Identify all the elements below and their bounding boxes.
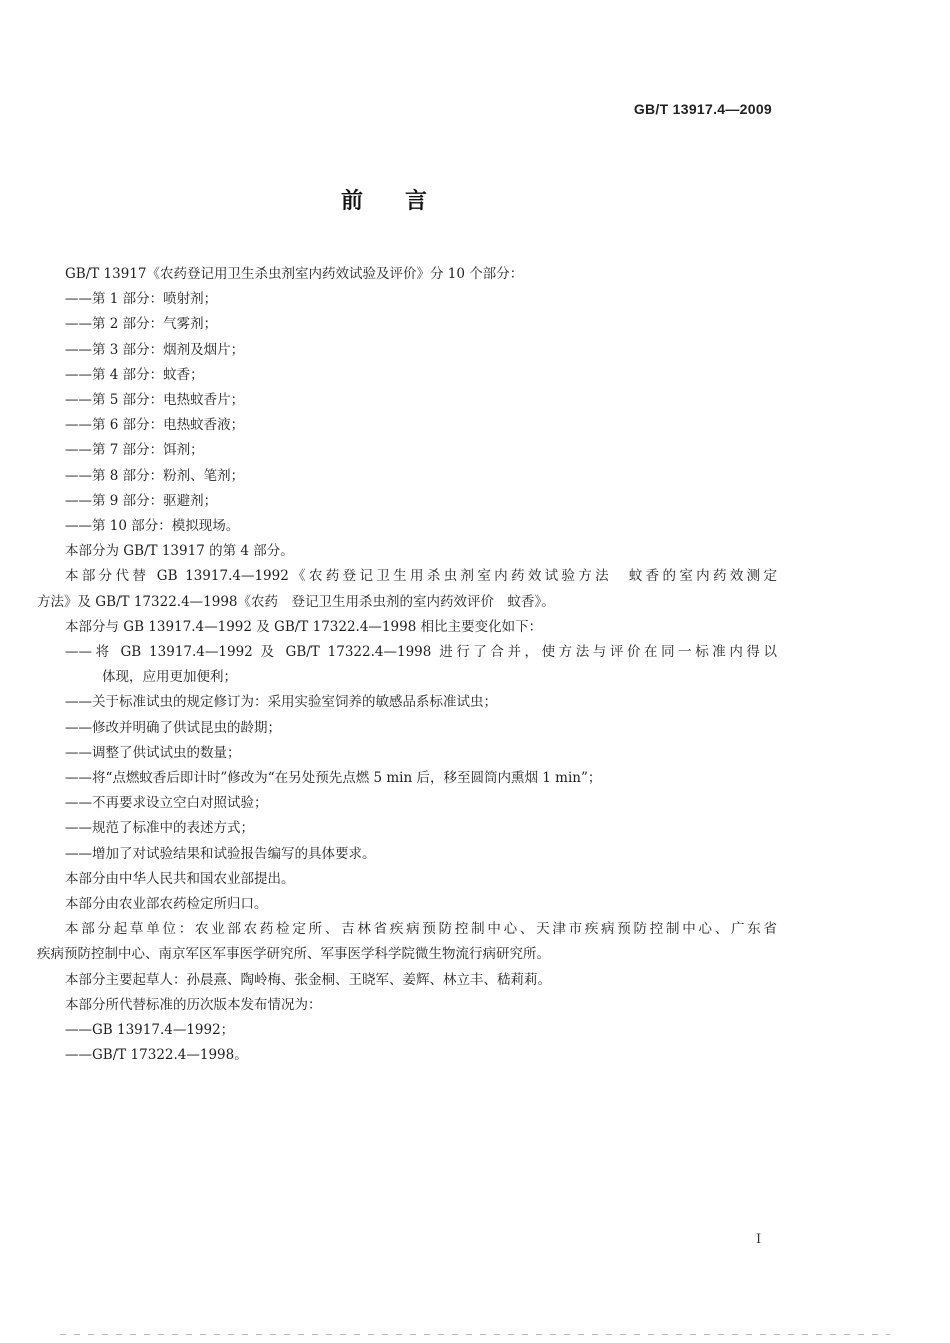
intro-line: GB/T 13917《农药登记用卫生杀虫剂室内药效试验及评价》分 10 个部分：	[65, 266, 524, 282]
paragraph-line: 本部分与 GB 13917.4—1992 及 GB/T 17322.4—1998 相比主要变化如下：	[65, 618, 543, 635]
standard-code: GB/T 13917.4—2009	[633, 101, 772, 117]
list-item-continuation: 体现，应用更加便利；	[102, 669, 237, 686]
foreword-body	[37, 262, 777, 1069]
paragraph-line: 方法》及 GB/T 17322.4—1998《农药 登记卫生用杀虫剂的室内药效评价 蚊香》。	[37, 593, 555, 610]
list-item: ——GB/T 17322.4—1998。	[65, 1047, 248, 1064]
list-item: ——第 8 部分：粉剂、笔剂；	[65, 467, 245, 484]
list-item: ——第 3 部分：烟剂及烟片；	[65, 341, 245, 358]
list-item: ——增加了对试验结果和试验报告编写的具体要求。	[65, 845, 376, 862]
list-item: ——规范了标准中的表述方式；	[65, 820, 254, 837]
list-item: ——修改并明确了供试昆虫的龄期；	[65, 719, 281, 736]
page-number: I	[756, 1232, 762, 1247]
list-item: ——第 5 部分：电热蚊香片；	[65, 392, 245, 409]
list-item: ——第 2 部分：气雾剂；	[65, 316, 218, 333]
list-item: ——第 1 部分：喷射剂；	[65, 291, 218, 308]
list-item: ——不再要求设立空白对照试验；	[65, 795, 268, 812]
list-item: ——第 10 部分：模拟现场。	[65, 518, 240, 535]
list-item: ——将“点燃蚊香后即计时”修改为“在另处预先点燃 5 min 后，移至圆筒内熏烟 1 min”；	[65, 770, 602, 787]
paragraph-line: 本部分所代替标准的历次版本发布情况为：	[65, 996, 322, 1013]
paragraph-line: 本部分起草单位：农业部农药检定所、吉林省疾病预防控制中心、天津市疾病预防控制中心、广东省	[65, 921, 777, 938]
list-item: ——调整了供试试虫的数量；	[65, 744, 241, 761]
paragraph-line: 本部分由中华人民共和国农业部提出。	[65, 870, 295, 887]
paragraph-line: 本部分代替 GB 13917.4—1992《农药登记卫生用杀虫剂室内药效试验方法 蚊香的室内药效测定	[65, 568, 777, 585]
list-item: ——GB 13917.4—1992；	[65, 1022, 235, 1039]
list-item: ——关于标准试虫的规定修订为：采用实验室饲养的敏感品系标准试虫；	[65, 694, 497, 711]
scan-edge-divider	[60, 1334, 890, 1335]
list-item: ——将 GB 13917.4—1992 及 GB/T 17322.4—1998 进行了合并，使方法与评价在同一标准内得以	[65, 644, 777, 661]
paragraph-line: 本部分为 GB/T 13917 的第 4 部分。	[65, 543, 294, 560]
paragraph-line: 本部分由农业部农药检定所归口。	[65, 896, 268, 913]
paragraph-line: 疾病预防控制中心、南京军区军事医学研究所、军事医学科学院微生物流行病研究所。	[37, 946, 550, 963]
list-item: ——第 6 部分：电热蚊香液；	[65, 417, 245, 434]
paragraph-line: 本部分主要起草人：孙晨熹、陶岭梅、张金桐、王晓军、姜辉、林立丰、嵇莉莉。	[65, 971, 551, 988]
page-title: 前言	[340, 189, 469, 214]
list-item: ——第 4 部分：蚊香；	[65, 366, 204, 383]
list-item: ——第 9 部分：驱避剂；	[65, 492, 218, 509]
list-item: ——第 7 部分：饵剂；	[65, 442, 204, 459]
